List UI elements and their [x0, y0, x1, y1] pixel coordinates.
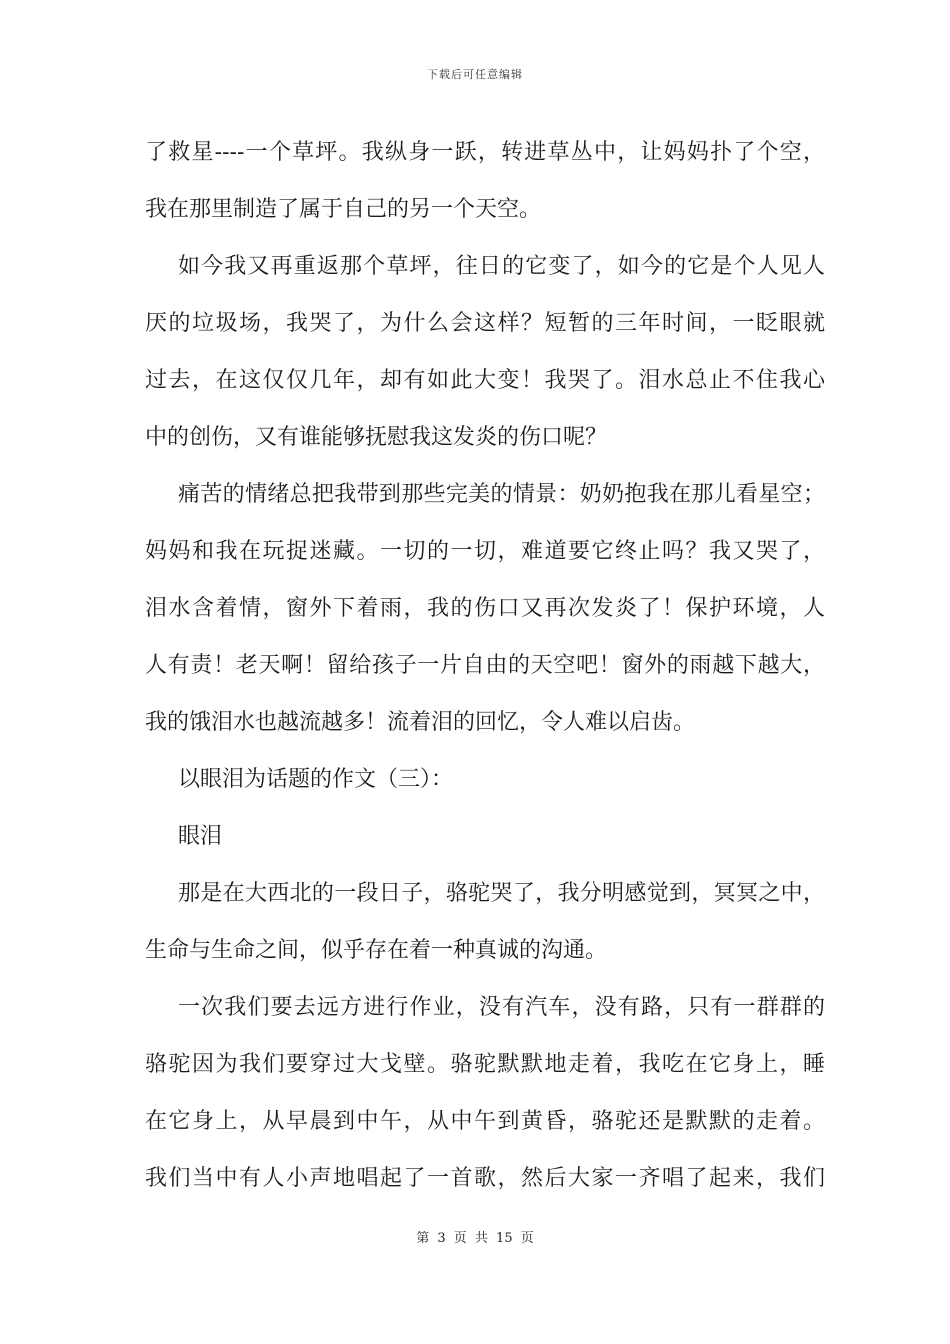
text-line: 骆驼因为我们要穿过大戈壁。骆驼默默地走着，我吃在它身上，睡: [145, 1052, 825, 1077]
text-line: 厌的垃圾场，我哭了，为什么会这样？短暂的三年时间，一眨眼就: [145, 311, 825, 336]
text-line: 过去，在这仅仅几年，却有如此大变！我哭了。泪水总止不住我心: [145, 368, 825, 393]
text-line: 眼泪: [178, 824, 223, 849]
text-line: 人有责！老天啊！留给孩子一片自由的天空吧！窗外的雨越下越大，: [145, 653, 825, 678]
text-line: 泪水含着情，窗外下着雨，我的伤口又再次发炎了！保护环境，人: [145, 596, 825, 621]
text-line: 在它身上，从早晨到中午，从中午到黄昏，骆驼还是默默的走着。: [145, 1109, 825, 1134]
document-body: [145, 124, 825, 1207]
text-line: 痛苦的情绪总把我带到那些完美的情景：奶奶抱我在那儿看星空；: [178, 482, 825, 507]
text-line: 一次我们要去远方进行作业，没有汽车，没有路，只有一群群的: [178, 995, 825, 1020]
text-line: 那是在大西北的一段日子，骆驼哭了，我分明感觉到，冥冥之中，: [178, 881, 825, 906]
text-line: 中的创伤，又有谁能够抚慰我这发炎的伤口呢？: [145, 425, 608, 450]
text-line: 了救星----一个草坪。我纵身一跃，转进草丛中，让妈妈扑了个空，: [145, 140, 825, 165]
text-line: 妈妈和我在玩捉迷藏。一切的一切，难道要它终止吗？我又哭了，: [145, 539, 825, 564]
page-footer: 第 3 页 共 15 页: [416, 1231, 534, 1246]
page-header: 下载后可任意编辑: [427, 68, 523, 81]
text-line: 如今我又再重返那个草坪，往日的它变了，如今的它是个人见人: [178, 254, 825, 279]
text-line: 以眼泪为话题的作文（三）：: [178, 767, 454, 792]
text-line: 我们当中有人小声地唱起了一首歌，然后大家一齐唱了起来，我们: [145, 1166, 825, 1191]
text-line: 生命与生命之间，似乎存在着一种真诚的沟通。: [145, 938, 608, 963]
text-line: 我在那里制造了属于自己的另一个天空。: [145, 197, 542, 222]
text-line: 我的饿泪水也越流越多！流着泪的回忆，令人难以启齿。: [145, 710, 696, 735]
